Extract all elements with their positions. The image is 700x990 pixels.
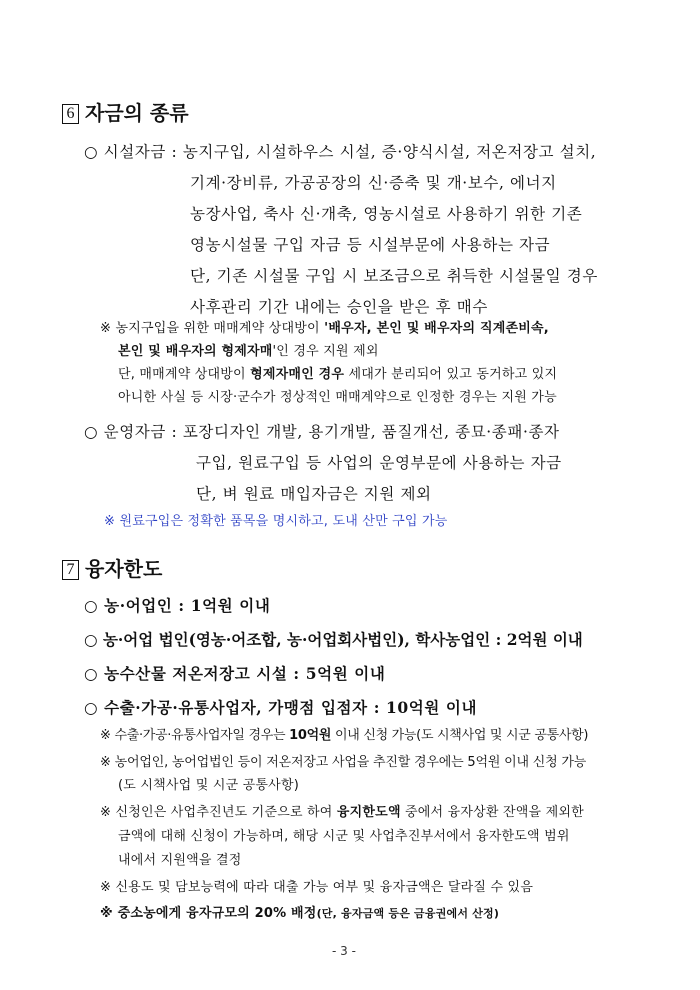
note-text: 수출·가공·유통사업자일 경우는 [114, 728, 290, 743]
loan-note [100, 801, 584, 820]
section-6-heading [62, 97, 189, 126]
operating-line: 단, 벼 원료 매입자금은 지원 제외 [196, 485, 432, 503]
loan-note [100, 876, 533, 895]
note-text: 농어업인, 농어업법인 등이 저온저장고 사업을 추진할 경우에는 5억원 이내 신청 가능 [114, 755, 587, 770]
reference-mark-icon: ※ [100, 880, 112, 895]
reference-mark-icon: ※ [100, 755, 111, 770]
circle-bullet-icon: ○ [84, 143, 99, 161]
loan-note-line: 금액에 대해 신청이 가능하며, 해당 시군 및 사업추진부서에서 융자한도액 범위 [118, 829, 570, 844]
loan-note-line: (도 시책사업 및 시군 공통사항) [118, 778, 299, 793]
note-bold-text: 융지한도액 [336, 805, 401, 820]
reference-mark-icon: ※ [100, 728, 111, 743]
note-text: 신용도 및 담보능력에 따라 대출 가능 여부 및 융자금액은 달라질 수 있음 [115, 880, 534, 895]
page-number: - 3 - [332, 944, 356, 958]
facility-note-line [100, 317, 549, 336]
facility-line: 기계·장비류, 가공공장의 신·증축 및 개·보수, 에너지 [190, 174, 557, 192]
reference-mark-icon: ※ [100, 906, 113, 921]
loan-limit-item [84, 594, 270, 616]
facility-fund-label: 시설자금 : [103, 143, 178, 161]
facility-line: 농지구입, 시설하우스 시설, 증·양식시설, 저온저장고 설치, [182, 143, 597, 161]
reference-mark-icon: ※ [100, 321, 112, 336]
loan-note [100, 724, 588, 743]
facility-note-line [118, 340, 379, 359]
loan-limit-text: 농·어업 법인(영농·어조합, 농·어업회사법인), 학사농업인 : 2억원 이내 [102, 630, 583, 649]
reference-mark-icon: ※ [104, 514, 116, 529]
circle-bullet-icon: ○ [84, 631, 98, 649]
loan-limit-text: 농·어업인 : 1억원 이내 [104, 596, 271, 615]
loan-limit-item [84, 696, 477, 718]
facility-line: 농장사업, 축사 신·개축, 영농시설로 사용하기 위한 기존 [190, 205, 583, 223]
operating-line: 구입, 원료구입 등 사업의 운영부문에 사용하는 자금 [196, 454, 562, 472]
facility-note-line: 아니한 사실 등 시장·군수가 정상적인 매매계약으로 인정한 경우는 지원 가능 [118, 390, 557, 405]
circle-bullet-icon: ○ [84, 699, 99, 717]
note-text: '인 경우 지원 제외 [272, 344, 379, 359]
note-text: 세대가 분리되어 있고 동거하고 있지 [344, 367, 558, 382]
operating-note [104, 510, 448, 529]
facility-fund-item [84, 140, 596, 162]
operating-fund-label: 운영자금 : [103, 423, 178, 441]
note-text: 농지구입을 위한 매매계약 상대방이 [115, 321, 325, 336]
section-title: 융자한도 [85, 557, 163, 581]
loan-limit-text: 농수산물 저온저장고 시설 : 5억원 이내 [104, 664, 386, 683]
circle-bullet-icon: ○ [84, 597, 99, 615]
loan-limit-text: 수출·가공·유통사업자, 가맹점 입점자 : 10억원 이내 [104, 698, 478, 717]
note-small-text: (단, 융자금액 등은 금융권에서 산정) [316, 907, 500, 920]
note-bold-text: '배우자, 본인 및 배우자의 직계존비속, [324, 321, 549, 336]
section-title: 자금의 종류 [85, 101, 189, 125]
section-7-heading [62, 553, 162, 582]
loan-note [100, 902, 499, 921]
note-text: 단, 매매계약 상대방이 [118, 367, 251, 382]
operating-fund-item [84, 420, 560, 442]
section-number-box: 7 [62, 560, 79, 580]
facility-note-line [118, 363, 557, 382]
loan-limit-item [84, 628, 583, 650]
note-text: 신청인은 사업추진년도 기준으로 하여 [115, 805, 337, 820]
note-text: 이내 신청 가능(도 시책사업 및 시군 공통사항) [331, 728, 589, 743]
note-text: 중에서 융자상환 잔액을 제외한 [400, 805, 584, 820]
facility-line: 단, 기존 시설물 구입 시 보조금으로 취득한 시설물일 경우 [190, 267, 598, 285]
note-bold-text: 본인 및 배우자의 형제자매 [118, 344, 273, 359]
note-bold-text: 10억원 [289, 728, 332, 743]
circle-bullet-icon: ○ [84, 665, 99, 683]
loan-note-line: 내에서 지원액을 결정 [118, 853, 242, 868]
section-number-box: 6 [62, 104, 79, 124]
loan-limit-item [84, 662, 385, 684]
operating-line: 포장디자인 개발, 용기개발, 품질개선, 종묘·종패·종자 [182, 423, 560, 441]
loan-note [100, 751, 586, 770]
facility-line: 사후관리 기간 내에는 승인을 받은 후 매수 [190, 298, 488, 316]
circle-bullet-icon: ○ [84, 423, 99, 441]
reference-mark-icon: ※ [100, 805, 112, 820]
note-text: 원료구입은 정확한 품목을 명시하고, 도내 산만 구입 가능 [119, 514, 448, 529]
note-bold-text: 중소농에게 융자규모의 20% 배정 [117, 906, 317, 921]
note-bold-text: 형제자매인 경우 [250, 367, 345, 382]
facility-line: 영농시설물 구입 자금 등 시설부문에 사용하는 자금 [190, 236, 551, 254]
